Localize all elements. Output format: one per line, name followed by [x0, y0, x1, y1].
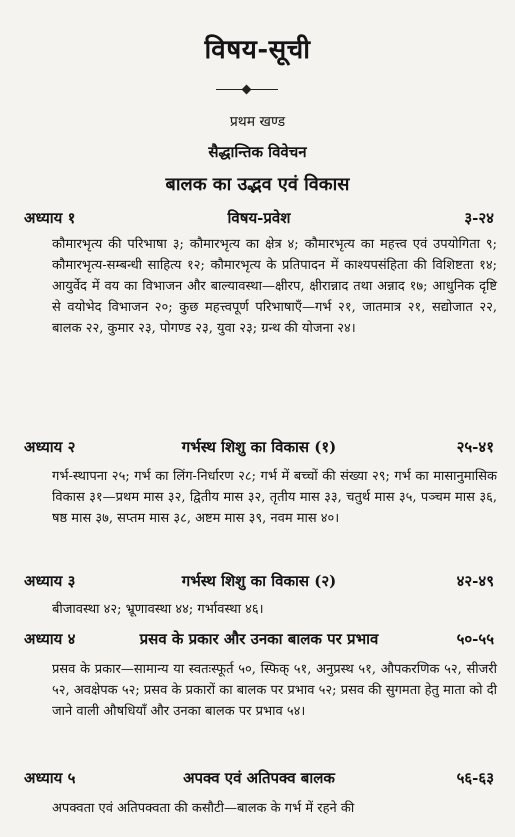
chapter-heading — [24, 208, 494, 232]
chapter-contents: कौमारभृत्य की परिभाषा ३; कौमारभृत्य का क्षेत्र ४; कौमारभृत्य का महत्त्व एवं उपयोगिता ९; कौमारभृत्य-सम्बन्धी साहित्य १२; कौमारभृत्य के प्रतिपादन में काश्यपसंहिता की विशिष्टता १४; आयुर्वेद में वय का विभाजन और बाल्यावस्था—क्षीरप, क्षीरान्नाद तथा अन्नाद १७; आधुनिक दृष्टि से वयोभेद विभाजन २०; कुछ महत्त्वपूर्ण परिभाषाएँ—गर्भ २१, जातमात्र २१, सद्योजात २२, बालक २२, कुमार २३, पोगण्ड २३, युवा २३; ग्रन्थ की योजना २४। — [52, 237, 497, 336]
chapter-heading — [24, 629, 494, 653]
chapter-number: अध्याय ५ — [24, 769, 76, 787]
chapter-name: विषय-प्रवेश — [227, 209, 291, 227]
chapter-pages: ५०-५५ — [456, 630, 494, 648]
chapter-name: प्रसव के प्रकार और उनका बालक पर प्रभाव — [139, 630, 379, 648]
chapter-number: अध्याय २ — [24, 438, 76, 456]
chapter-contents: बीजावस्था ४२; भ्रूणावस्था ४४; गर्भावस्था ४६। — [52, 602, 264, 617]
chapter-heading — [24, 571, 494, 595]
chapter-name: अपक्व एवं अतिपक्व बालक — [183, 769, 335, 787]
chapter-contents: अपक्वता एवं अतिपक्वता की कसौटी—बालक के गर्भ में रहने की — [52, 801, 355, 816]
chapter-contents: गर्भ-स्थापना २५; गर्भ का लिंग-निर्धारण २८; गर्भ में बच्चों की संख्या २९; गर्भ का मासानुमासिक विकास ३१—प्रथम मास ३२, द्वितीय मास ३२, तृतीय मास ३३, चतुर्थ मास ३५, पञ्चम मास ३६, षष्ठ मास ३७, सप्तम मास ३८, अष्टम मास ३९, नवम मास ४०। — [52, 469, 497, 526]
subtitle: सैद्धान्तिक विवेचन — [208, 143, 307, 161]
chapter-pages: ३-२४ — [464, 209, 494, 227]
chapter-heading — [24, 437, 494, 461]
chapter-pages: २५-४१ — [456, 438, 494, 456]
chapter-number: अध्याय १ — [24, 209, 76, 227]
part-heading: प्रथम खण्ड — [229, 114, 286, 130]
section-title: बालक का उद्भव एवं विकास — [165, 174, 350, 195]
chapter-pages: ५६-६३ — [456, 769, 494, 787]
chapter-contents: प्रसव के प्रकार—सामान्य या स्वतःस्फूर्त ५०, स्फिक् ५१, अनुप्रस्थ ५१, औपकरणिक ५२, सीजरी ५२, अवक्षेपक ५२; प्रसव के प्रकारों का बालक पर प्रभाव ५२; प्रसव की सुगमता हेतु माता को दी जाने वाली औषधियाँ और उनका बालक पर प्रभाव ५४। — [52, 662, 497, 719]
chapter-pages: ४२-४९ — [456, 572, 494, 590]
chapter-number: अध्याय ३ — [24, 572, 76, 590]
chapter-name: गर्भस्थ शिशु का विकास (१) — [181, 438, 337, 456]
chapter-name: गर्भस्थ शिशु का विकास (२) — [181, 572, 337, 590]
page-title: विषय-सूची — [204, 35, 311, 65]
chapter-number: अध्याय ४ — [24, 630, 76, 648]
chapter-heading — [24, 768, 494, 792]
diamond-icon — [242, 85, 252, 95]
ornament-divider — [216, 86, 278, 94]
